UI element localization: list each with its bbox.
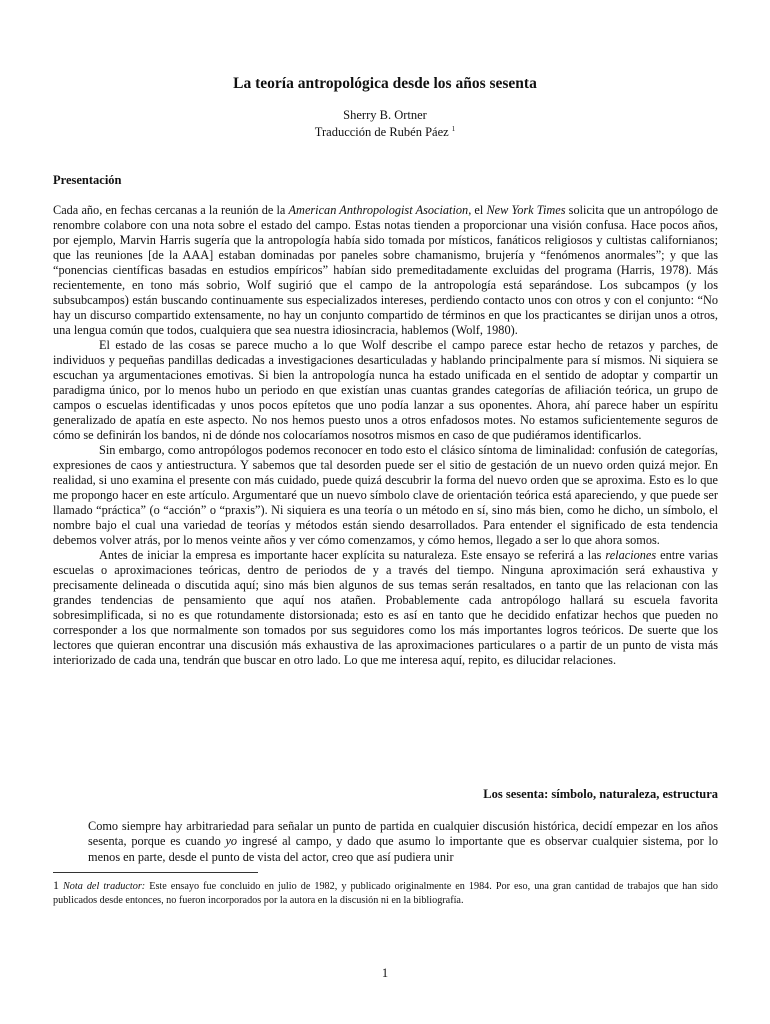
footnote-text: Este ensayo fue concluido en julio de 1982, y publicado originalmente en 1984. Por eso, una gran cantidad de trabajos que han sido publicados desde entonces, no fueron incorporados por la autora en la discusión ni en la bibliografía.	[53, 881, 718, 906]
section-heading-presentacion: Presentación	[53, 173, 122, 187]
footnote-label: Nota del traductor:	[63, 881, 146, 892]
paragraph-1-text-a: Cada año, en fechas cercanas a la reunión de la	[53, 203, 289, 217]
paragraph-1	[53, 203, 718, 338]
intro-text	[53, 203, 718, 668]
paragraph-5-text-c: ingresé al campo, y dado que asumo lo importante que es observar cualquier sistema, por lo menos en parte, desde el punto de vista del actor, creo que así pudiera unir	[88, 834, 718, 864]
italic-yo: yo	[225, 834, 238, 849]
italic-relaciones: relaciones	[605, 548, 657, 562]
author-name: Sherry B. Ortner	[343, 108, 427, 122]
footnote-ref[interactable]: 1	[451, 125, 456, 133]
footnote	[53, 878, 718, 908]
paragraph-5-text-a: Como siempre hay arbitrariedad para señalar un punto de partida en cualquier discusión histórica, decidí empezar en los años sesenta, porque es cuando	[88, 819, 718, 849]
footnote-number: 1	[53, 878, 59, 892]
italic-aaa: American Anthropologist Asociation	[288, 203, 469, 217]
document-title: La teoría antropológica desde los años sesenta	[233, 75, 537, 92]
section-heading-sesenta: Los sesenta: símbolo, naturaleza, estructura	[483, 787, 718, 801]
footnote-divider	[53, 872, 258, 873]
paragraph-4	[53, 548, 718, 668]
paragraph-4-text-a: Antes de iniciar la empresa es importante hacer explícita su naturaleza. Este ensayo se referirá a las	[99, 548, 606, 562]
italic-nyt: New York Times	[486, 203, 566, 217]
paragraph-4-text-c: entre varias escuelas o aproximaciones teóricas, dentro de periodos de y a través del tiempo. Ninguna aproximación será exhaustiva y precisamente delineada o discutida aquí; sino más bien algunos de sus temas serán resaltados, en tanto que las relacionan con las grandes tendencias de pensamiento que aquí nos atañen. Probablemente cada antropólogo hallará su escuela favorita sobresimplificada, si no es que rotundamente distorsionada; esto es así en tanto que he decidido enfatizar hechos que pueden no corresponder a los que normalmente son tomados por sus seguidores como los más importantes logros teóricos. De suerte que los lectores que quieran encontrar una discusión más exhaustiva de las aproximaciones particulares o a partir de un punto de vista más interiorizado de cada una, tendrán que buscar en otro lado. Lo que me interesa aquí, repito, es dilucidar relaciones.	[53, 548, 718, 667]
paragraph-2: El estado de las cosas se parece mucho a lo que Wolf describe el campo parece estar hecho de retazos y parches, de individuos y pequeñas pandillas dedicadas a investigaciones desarticuladas y hablando principalmente para sí mismos. Ni siquiera se escuchan ya argumentaciones emotivas. Si bien la antropología nunca ha estado unificada en el sentido de adoptar y compartir un paradigma único, por lo menos hubo un periodo en que existían unas cuantas grandes categorías de afiliación teórica, un grupo de campos o escuelas identificadas y unos pocos epítetos que uno podía lanzar a sus oponentes. Ahora, ahí parece haber un espíritu generalizado de apatía en este aspecto. No nos hemos puesto unos a otros enfadosos motes. No estamos suficientemente seguros de cómo se definirán los bandos, ni de dónde nos colocaríamos nosotros mismos en caso de que pudiéramos identificarlos.	[53, 338, 718, 442]
paragraph-5	[88, 819, 718, 865]
page-number: 1	[381, 966, 389, 980]
paragraph-1-text-c: , el	[468, 203, 487, 217]
translator-name: Traducción de Rubén Páez	[314, 125, 449, 139]
paragraph-1-text-e: solicita que un antropólogo de renombre colabore con una nota sobre el estado del campo. Estas notas tienden a proporcionar una visión confusa. Hace pocos años, por ejemplo, Marvin Harris sugería que la antropología había sido tomada por místicos, fanáticos religiosos y cultistas californianos; que las reuniones [de la AAA] estaban dominadas por paneles sobre chamanismo, brujería y “fenómenos anormales”; y que las “ponencias científicas basadas en estudios empíricos” habían sido premeditadamente excluidas del programa (Harris, 1978). Más recientemente, en tono más sobrio, Wolf sugirió que el campo de la antropología está separándose. Los subcampos (y los subsubcampos) están buscando continuamente sus especializados intereses, perdiendo contacto unos con otros y con el conjunto: “No hay un discurso compartido extensamente, no hay un conjunto compartido de términos en que los practicantes se dirijan unos a otros, una lengua común que todos, cualquiera que sea nuestra idiosincracia, hablemos (Wolf, 1980).	[53, 203, 718, 337]
sixties-text	[88, 819, 718, 865]
paragraph-3: Sin embargo, como antropólogos podemos reconocer en todo esto el clásico síntoma de liminalidad: confusión de categorías, expresiones de caos y antiestructura. Y sabemos que tal desorden puede ser el sitio de gestación de un nuevo orden quizá mejor. En realidad, si uno examina el presente con más cuidado, puede quizá descubrir la forma del nuevo orden que se aproxima. Esto es lo que me propongo hacer en este artículo. Argumentaré que un nuevo símbolo clave de orientación teórica está apareciendo, y que puede ser llamado “práctica” (o “acción” o “praxis”). Ni siquiera es una teoría o un método en sí, sino más bien, como he dicho, un símbolo, el nombre bajo el cual una variedad de teorías y métodos están siendo desarrollados. Para entender el significado de esta tendencia debemos volver atrás, por lo menos veinte años y ver cómo comenzamos, y cómo hemos, llegado a ser lo que ahora somos.	[53, 443, 718, 547]
translator-line	[0, 125, 770, 140]
